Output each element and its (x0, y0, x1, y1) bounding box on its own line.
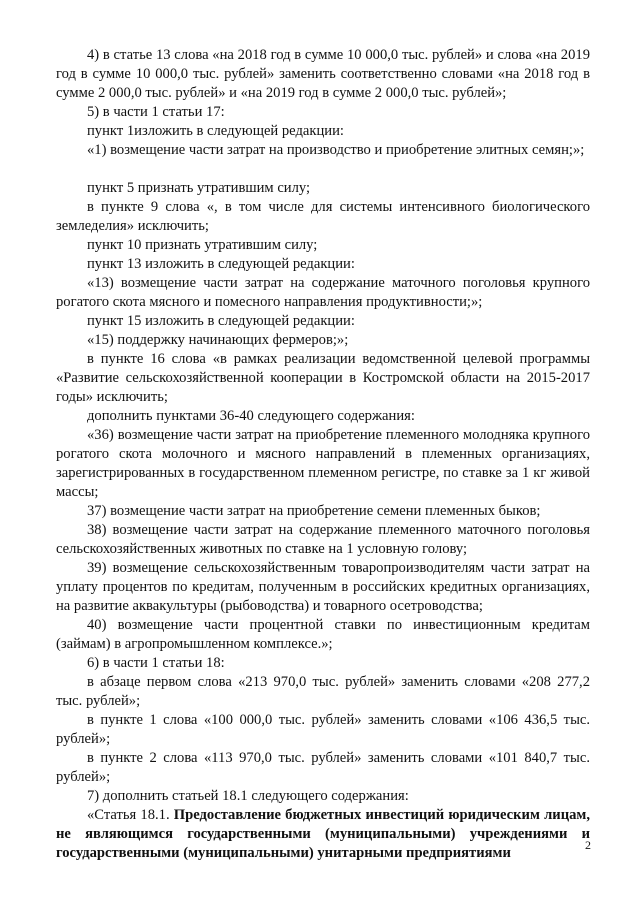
paragraph-point-15-intro: пункт 15 изложить в следующей редакции: (87, 313, 355, 329)
paragraph-point-5: пункт 5 признать утратившим силу; (87, 180, 311, 196)
paragraph-point-38: 38) возмещение части затрат на содержание племенного маточного поголовья сельскохозяйственных животных по ставке на 1 условную голову; (56, 522, 590, 557)
paragraph-article-18-point-1: в пункте 1 слова «100 000,0 тыс. рублей» заменить словами «106 436,5 тыс. рублей»; (56, 712, 590, 747)
paragraph-point-37: 37) возмещение части затрат на приобретение семени племенных быков; (87, 503, 541, 519)
paragraph-article-18-point-2: в пункте 2 слова «113 970,0 тыс. рублей» заменить словами «101 840,7 тыс. рублей»; (56, 750, 590, 785)
paragraph-point-40: 40) возмещение части процентной ставки по инвестиционным кредитам (займам) в агропромышленном комплексе.»; (56, 617, 590, 652)
paragraph-point-36: «36) возмещение части затрат на приобретение племенного молодняка крупного рогатого скота молочного и мясного направлений в племенных организациях, зарегистрированных в государственном племенном регистре, по ставке за 1 кг живой массы; (56, 427, 590, 500)
paragraph-add-points-intro: дополнить пунктами 36-40 следующего содержания: (87, 408, 415, 424)
article-18-1-title: Предоставление бюджетных инвестиций юридическим лицам, не являющимся государственными (муниципальными) учреждениями и государственными (муниципальными) унитарными предприятиями (56, 807, 590, 861)
paragraph-point-16: в пункте 16 слова «в рамках реализации ведомственной целевой программы «Развитие сельскохозяйственной кооперации в Костромской области на 2015-2017 годы» исключить; (56, 351, 590, 405)
paragraph-point-13-text: «13) возмещение части затрат на содержание маточного поголовья крупного рогатого скота мясного и помесного направления продуктивности;»; (56, 275, 590, 310)
paragraph-article-17-heading: 5) в части 1 статьи 17: (87, 104, 225, 120)
paragraph-add-article-18-1: 7) дополнить статьей 18.1 следующего содержания: (87, 788, 409, 804)
paragraph-point-10: пункт 10 признать утратившим силу; (87, 237, 318, 253)
paragraph-point-39: 39) возмещение сельскохозяйственным товаропроизводителям части затрат на уплату процентов по кредитам, полученным в российских кредитных организациях, на развитие аквакультуры (рыбоводства) и товарного осетроводства; (56, 560, 590, 614)
paragraph-article-18-first: в абзаце первом слова «213 970,0 тыс. рублей» заменить словами «208 277,2 тыс. рублей»; (56, 674, 590, 709)
paragraph-point-1-text: «1) возмещение части затрат на производство и приобретение элитных семян;»; (87, 142, 585, 158)
article-18-1-heading (56, 806, 590, 863)
paragraph-article-13: 4) в статье 13 слова «на 2018 год в сумме 10 000,0 тыс. рублей» и слова «на 2019 год в сумме 10 000,0 тыс. рублей» заменить соответственно словами «на 2018 год в сумме 2 000,0 тыс. рублей» и «на 2019 год в сумме 2 000,0 тыс. рублей»; (56, 47, 590, 101)
article-18-1-prefix: «Статья 18.1. (87, 807, 174, 823)
paragraph-point-15-text: «15) поддержку начинающих фермеров;»; (87, 332, 349, 348)
paragraph-article-18-heading: 6) в части 1 статьи 18: (87, 655, 225, 671)
paragraph-point-1-intro: пункт 1изложить в следующей редакции: (87, 123, 344, 139)
page-number: 2 (585, 838, 591, 852)
paragraph-point-9: в пункте 9 слова «, в том числе для системы интенсивного биологического земледелия» исключить; (56, 199, 590, 234)
paragraph-point-13-intro: пункт 13 изложить в следующей редакции: (87, 256, 355, 272)
